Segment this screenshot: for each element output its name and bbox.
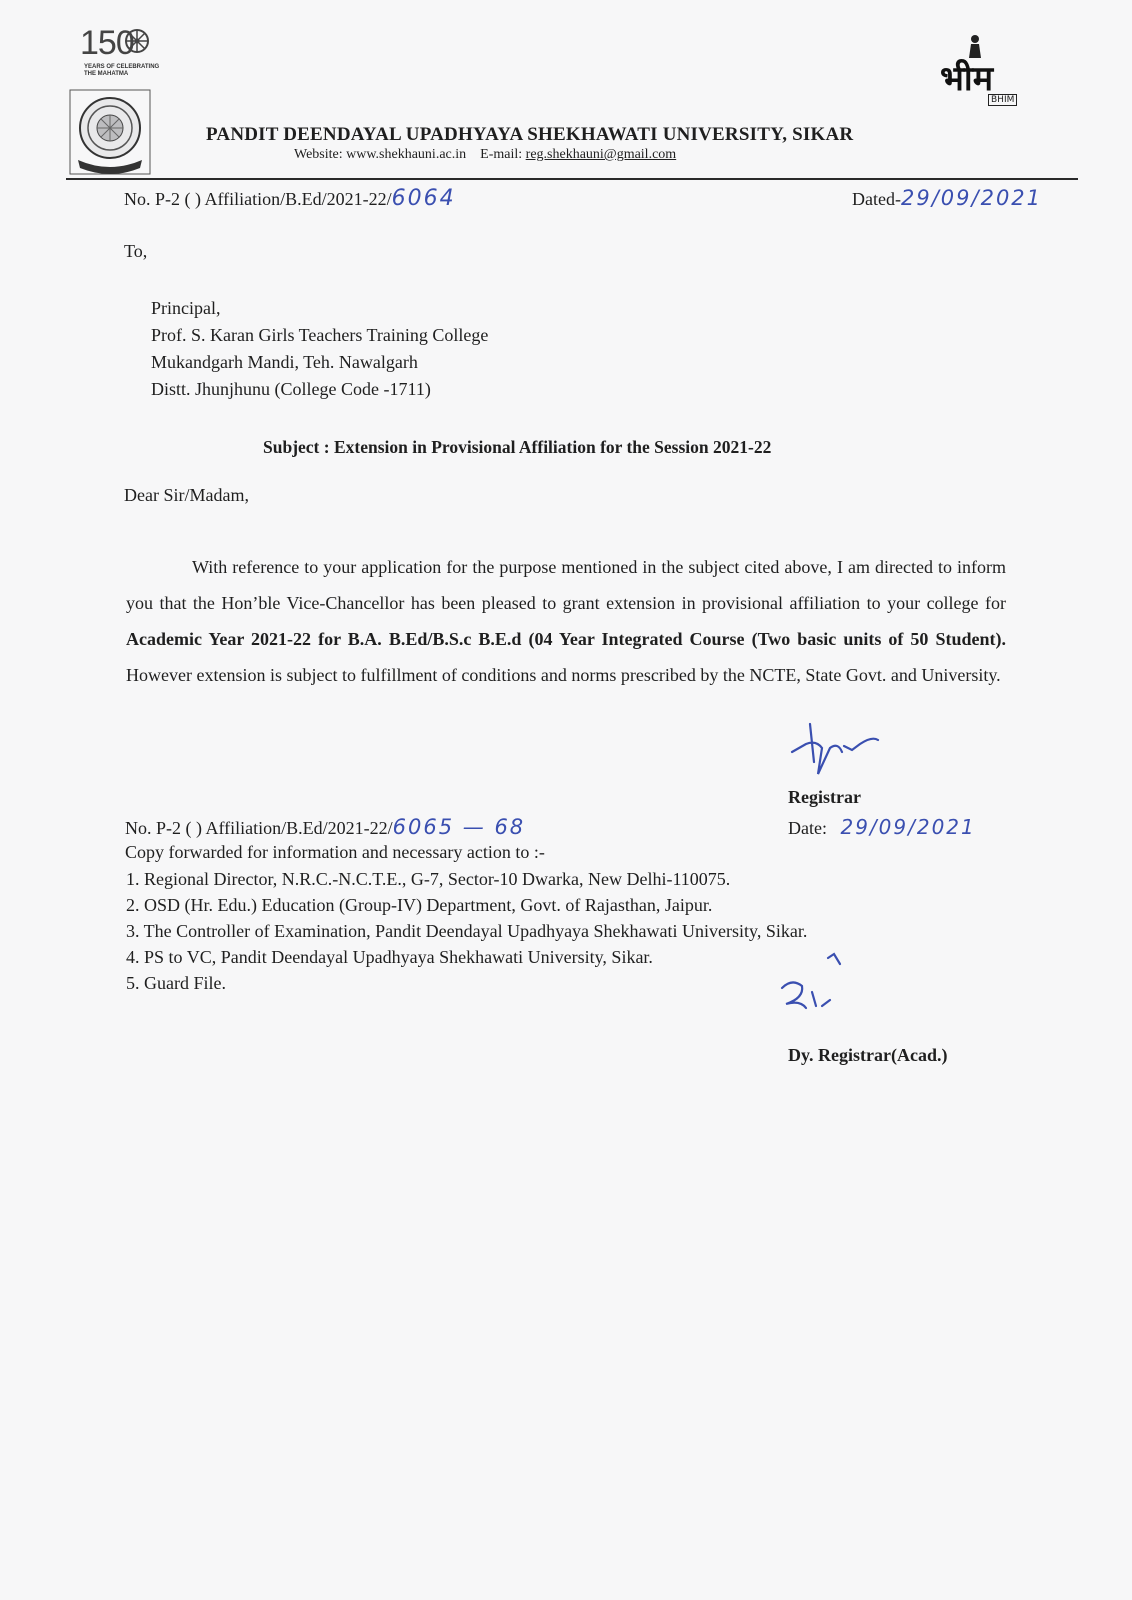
copy-number-prefix: No. P-2 ( ) Affiliation/B.Ed/2021-22/ [125,818,393,838]
registrar-title: Registrar [788,787,861,807]
copy-reference-number [125,815,525,839]
copy-forward-text: Copy forwarded for information and necessary action to :- [125,842,545,862]
university-contact [294,147,676,163]
greeting: Dear Sir/Madam, [124,485,249,505]
badge-number: 150 [80,24,134,62]
list-item: 3. The Controller of Examination, Pandit Deendayal Upadhyaya Shekhawati University, Sikar. [126,921,808,941]
body-text-bold: Academic Year 2021-22 for B.A. B.Ed/B.S.c B.E.d (04 Year Integrated Course (Two basic units of 50 Student). [126,629,1006,649]
addressee-block [151,295,488,403]
deputy-registrar-initials [776,952,876,1018]
recipient-list [126,866,807,996]
to-label: To, [124,241,148,261]
subject-line: Subject : Extension in Provisional Affiliation for the Session 2021-22 [263,437,772,457]
reference-number-handwritten: 6064 [391,186,456,211]
bhim-logo [940,34,1020,110]
university-name: PANDIT DEENDAYAL UPADHYAYA SHEKHAWATI UNIVERSITY, SIKAR [206,124,854,145]
gandhi-150-years-logo [62,22,160,88]
bhim-hindi-text: भीम [940,59,994,99]
registrar-date-label: Date: [788,818,827,838]
list-item: 5. Guard File. [126,973,226,993]
addressee-line: Distt. Jhunjhunu (College Code -1711) [151,379,431,399]
list-item: 2. OSD (Hr. Edu.) Education (Group-IV) Department, Govt. of Rajasthan, Jaipur. [126,895,713,915]
charkha-wheel-icon [122,26,152,56]
reference-number [124,186,456,211]
registrar-signature [786,722,882,782]
addressee-line: Mukandgarh Mandi, Teh. Nawalgarh [151,352,418,372]
registrar-date-handwritten: 29/09/2021 [840,815,976,839]
deputy-registrar-title: Dy. Registrar(Acad.) [788,1045,948,1065]
body-paragraph [126,549,1006,693]
dated-line [852,186,1042,210]
email-link[interactable]: reg.shekhauni@gmail.com [525,147,677,162]
website-text: Website: www.shekhauni.ac.in [294,147,467,162]
university-seal-logo [68,88,152,176]
copy-number-handwritten: 6065 — 68 [392,815,526,839]
dated-label: Dated- [852,189,901,209]
list-item: 1. Regional Director, N.R.C.-N.C.T.E., G-7, Sector-10 Dwarka, New Delhi-110075. [126,869,731,889]
badge-caption: YEARS OF CELEBRATING THE MAHATMA [84,64,160,77]
body-text-part2: However extension is subject to fulfillment of conditions and norms prescribed by the NCTE, State Govt. and University. [126,665,1001,685]
email-label: E-mail: [480,147,526,162]
registrar-date [788,815,976,839]
bhim-caption: BHIM [988,94,1017,106]
list-item: 4. PS to VC, Pandit Deendayal Upadhyaya Shekhawati University, Sikar. [126,947,653,967]
addressee-line: Principal, [151,298,221,318]
body-text-part1: With reference to your application for the purpose mentioned in the subject cited above, I am directed to inform you that the Hon’ble Vice-Chancellor has been pleased to grant extension in provisional affiliation to your college for [126,557,1006,613]
addressee-line: Prof. S. Karan Girls Teachers Training College [151,325,489,345]
header-divider [66,178,1078,180]
reference-number-prefix: No. P-2 ( ) Affiliation/B.Ed/2021-22/ [124,189,392,209]
dated-handwritten: 29/09/2021 [900,186,1043,210]
